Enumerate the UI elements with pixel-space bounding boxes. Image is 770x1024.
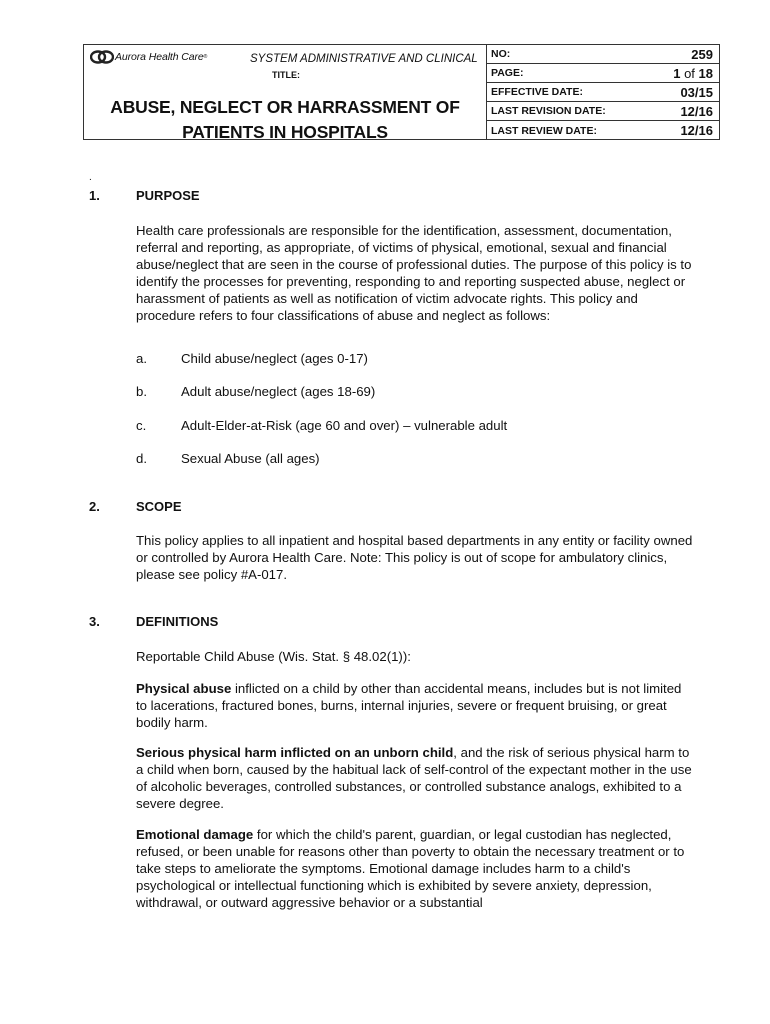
effective-date-value: 03/15 xyxy=(680,84,713,100)
section-number-scope: 2. xyxy=(89,499,100,514)
definitions-intro: Reportable Child Abuse (Wis. Stat. § 48.02(1)): xyxy=(136,649,411,664)
document-title xyxy=(84,95,486,145)
list-text: Child abuse/neglect (ages 0-17) xyxy=(181,351,368,366)
no-value: 259 xyxy=(691,46,713,62)
title-label: TITLE: xyxy=(272,70,300,80)
list-marker: b. xyxy=(136,384,147,399)
meta-row-no xyxy=(486,45,719,64)
page-label: PAGE: xyxy=(491,67,524,79)
unborn-child-paragraph xyxy=(136,744,696,812)
review-date-label: LAST REVIEW DATE: xyxy=(491,124,597,137)
purpose-paragraph: Health care professionals are responsible for the identification, assessment, documentation, referral and reporting, as appropriate, of victims of physical, emotional, sexual and financial abuse/neglect that are seen in the course of professional duties. The purpose of this policy is to identify the processes for preventing, responding to and reporting suspected abuse, neglect or harassment of patients as well as notification of victim advocate rights. This policy and procedure refers to four classifications of abuse and neglect as follows: xyxy=(136,223,692,323)
page-value xyxy=(673,66,713,81)
revision-date-label: LAST REVISION DATE: xyxy=(491,105,606,117)
meta-row-effective xyxy=(486,83,719,102)
header-meta-table xyxy=(486,45,719,139)
emotional-damage-paragraph xyxy=(136,826,696,911)
list-marker: d. xyxy=(136,451,147,466)
revision-date-value: 12/16 xyxy=(680,103,713,119)
unborn-child-term: Serious physical harm inflicted on an unborn child xyxy=(136,745,454,760)
list-item xyxy=(136,418,507,433)
no-label: NO: xyxy=(491,48,511,60)
list-marker: a. xyxy=(136,351,147,366)
section-number-purpose: 1. xyxy=(89,188,100,203)
page-current: 1 xyxy=(673,65,681,81)
stray-dot: . xyxy=(89,172,92,183)
page-total: 18 xyxy=(698,65,713,81)
logo-text: Aurora Health Care xyxy=(115,51,204,63)
list-text: Adult abuse/neglect (ages 18-69) xyxy=(181,384,376,399)
section-title-definitions: DEFINITIONS xyxy=(136,614,219,629)
section-title-purpose: PURPOSE xyxy=(136,188,200,203)
page-of: of xyxy=(684,65,695,81)
meta-row-page xyxy=(486,64,719,83)
meta-row-review xyxy=(486,121,719,140)
document-header xyxy=(83,44,720,140)
list-item xyxy=(136,451,320,466)
effective-date-label: EFFECTIVE DATE: xyxy=(491,86,583,98)
aurora-logo-icon xyxy=(90,50,114,64)
document-title-line-1: ABUSE, NEGLECT OR HARRASSMENT OF xyxy=(110,97,460,117)
scope-paragraph: This policy applies to all inpatient and hospital based departments in any entity or facility owned or controlled by Aurora Health Care. Note: This policy is out of scope for ambulatory clinics, please see policy #A-017. xyxy=(136,533,693,582)
list-text: Adult-Elder-at-Risk (age 60 and over) – vulnerable adult xyxy=(181,418,508,433)
list-text: Sexual Abuse (all ages) xyxy=(181,451,320,466)
system-title: SYSTEM ADMINISTRATIVE AND CLINICAL xyxy=(250,53,478,65)
section-title-scope: SCOPE xyxy=(136,499,182,514)
list-item xyxy=(136,351,368,366)
logo: Aurora Health Care ® xyxy=(90,50,207,64)
physical-abuse-text: inflicted on a child by other than accidental means, includes but is not limited to lacerations, fractured bones, burns, internal injuries, severe or frequent bruising, or great bodily harm. xyxy=(136,681,682,730)
list-item xyxy=(136,384,375,399)
emotional-damage-term: Emotional damage xyxy=(136,827,254,842)
section-number-definitions: 3. xyxy=(89,614,100,629)
emotional-damage-text: for which the child's parent, guardian, or legal custodian has neglected, refused, or been unable for reasons other than poverty to obtain the necessary treatment or to take steps to ameliorate the symptoms. Emotional damage includes harm to a child's psychological or intellectual functioning which is exhibited by severe anxiety, depression, withdrawal, or outward aggressive behavior or a substantial xyxy=(136,827,685,910)
meta-row-revision xyxy=(486,102,719,121)
review-date-value: 12/16 xyxy=(680,123,713,138)
unborn-child-text: , and the risk of serious physical harm to a child when born, caused by the habitual lack of self-control of the expectant mother in the use of alcoholic beverages, controlled substances, or controlled substance analogs, exhibited to a severe degree. xyxy=(136,745,692,811)
header-title-cell xyxy=(84,45,487,142)
document-title-line-2: PATIENTS IN HOSPITALS xyxy=(182,122,388,142)
physical-abuse-term: Physical abuse xyxy=(136,681,232,696)
list-marker: c. xyxy=(136,418,147,433)
physical-abuse-paragraph xyxy=(136,680,696,731)
